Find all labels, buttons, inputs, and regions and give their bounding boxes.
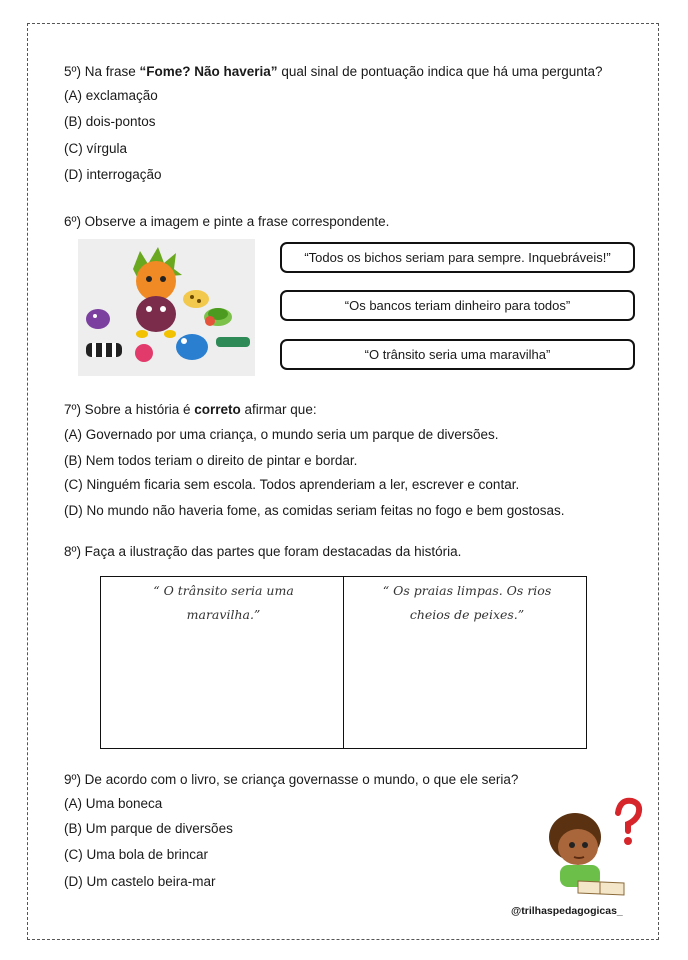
q7-bold: correto	[194, 402, 241, 417]
q5-number: 5º)	[64, 64, 81, 79]
q7-option-c: (C) Ninguém ficaria sem escola. Todos aprenderiam a ler, escrever e contar.	[64, 477, 520, 492]
q6-option-box-2[interactable]: “Os bancos teriam dinheiro para todos”	[280, 290, 635, 321]
q7-option-d: (D) No mundo não haveria fome, as comidas seriam feitas no fogo e bem gostosas.	[64, 503, 565, 518]
q9-option-d: (D) Um castelo beira-mar	[64, 874, 216, 889]
q7-option-b: (B) Nem todos teriam o direito de pintar e bordar.	[64, 453, 358, 468]
illustration-grid	[100, 576, 587, 749]
q9-question: 9º) De acordo com o livro, se criança governasse o mundo, o que ele seria?	[64, 772, 519, 787]
thinking-boy-icon	[540, 795, 646, 903]
grid-divider	[343, 577, 344, 748]
q7-question	[64, 402, 317, 418]
q7-option-a: (A) Governado por uma criança, o mundo seria um parque de diversões.	[64, 427, 499, 442]
q5-option-b: (B) dois-pontos	[64, 114, 156, 129]
q5-pre: Na frase	[84, 64, 136, 79]
q6-option-box-3[interactable]: “O trânsito seria uma maravilha”	[280, 339, 635, 370]
left-handwritten-caption	[121, 579, 326, 627]
q7-pre: 7º) Sobre a história é	[64, 402, 191, 417]
q6-option-box-1[interactable]: “Todos os bichos seriam para sempre. Inquebráveis!”	[280, 242, 635, 273]
q5-quote: “Fome? Não haveria”	[139, 64, 278, 79]
credit-label: @trilhaspedagogicas_	[511, 905, 623, 917]
q9-option-a: (A) Uma boneca	[64, 796, 163, 811]
right-handwritten-caption	[357, 579, 577, 627]
q5-question	[64, 64, 603, 80]
q9-option-c: (C) Uma bola de brincar	[64, 847, 209, 862]
right-caption-line2: cheios de peixes.”	[409, 607, 525, 622]
q5-post: qual sinal de pontuação indica que há uma pergunta?	[281, 64, 603, 79]
toy-figures-photo	[78, 239, 255, 376]
q5-option-d: (D) interrogação	[64, 167, 162, 182]
q5-option-a: (A) exclamação	[64, 88, 158, 103]
q9-option-b: (B) Um parque de diversões	[64, 821, 233, 836]
q8-question: 8º) Faça a ilustração das partes que foram destacadas da história.	[64, 544, 462, 559]
q6-question: 6º) Observe a imagem e pinte a frase correspondente.	[64, 214, 390, 229]
left-caption-line2: maravilha.”	[186, 607, 261, 622]
left-caption-line1: “ O trânsito seria uma	[153, 583, 294, 598]
q7-post: afirmar que:	[244, 402, 317, 417]
right-caption-line1: “ Os praias limpas. Os rios	[382, 583, 552, 598]
q5-option-c: (C) vírgula	[64, 141, 128, 156]
